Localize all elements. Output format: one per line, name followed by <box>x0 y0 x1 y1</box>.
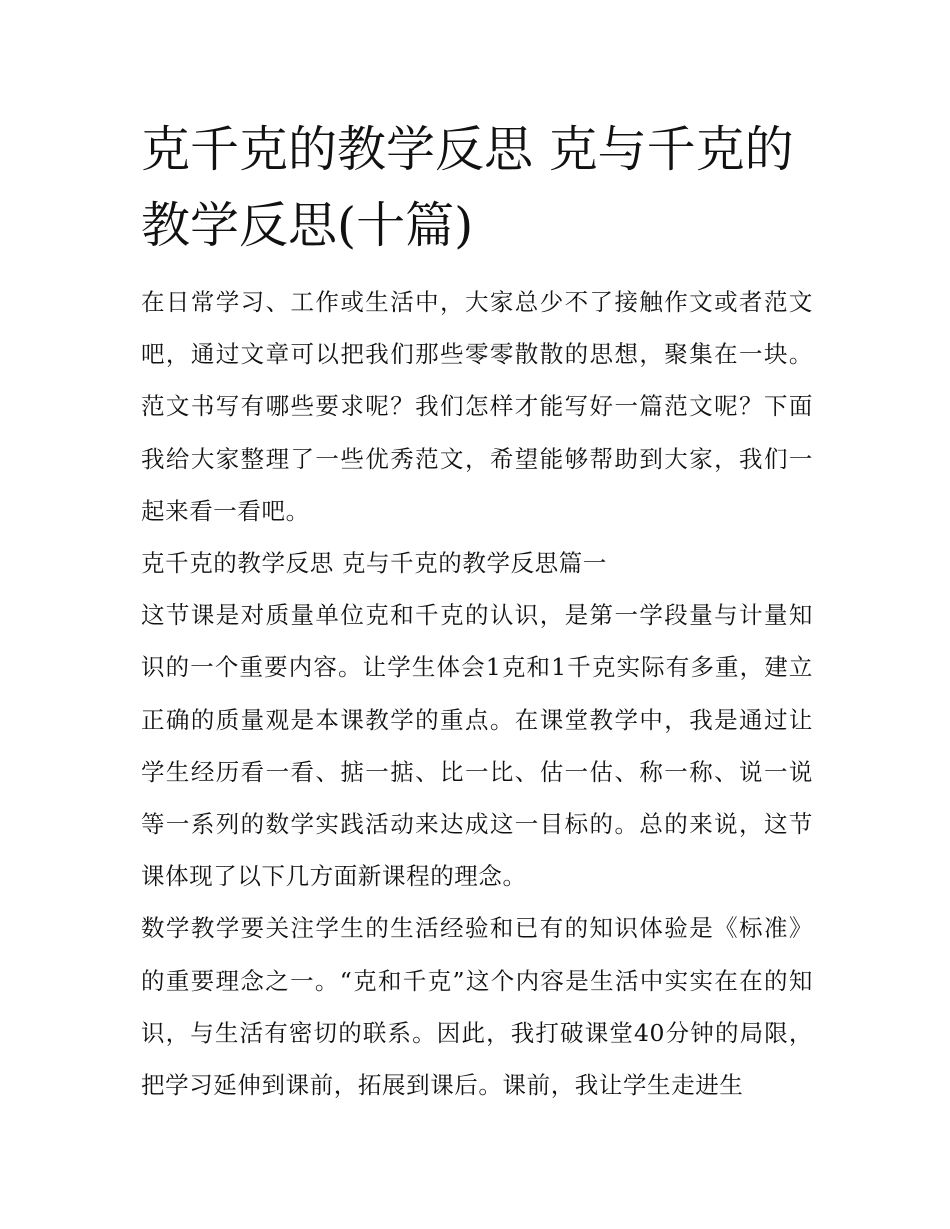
body-paragraph: 数学教学要关注学生的生活经验和已有的知识体验是《标准》的重要理念之一。“克和千克”这个内容是生活中实实在在的知识，与生活有密切的联系。因此，我打破课堂40分钟的局限，把学习延伸到课前，拓展到课后。课前，我让学生走进生 <box>141 914 813 1100</box>
document-body <box>141 276 813 1111</box>
document-content <box>141 112 813 1111</box>
intro-paragraph: 在日常学习、工作或生活中，大家总少不了接触作文或者范文吧，通过文章可以把我们那些零零散散的思想，聚集在一块。范文书写有哪些要求呢？我们怎样才能写好一篇范文呢？下面我给大家整理了一些优秀范文，希望能够帮助到大家，我们一起来看一看吧。 <box>141 288 813 525</box>
section-heading: 克千克的教学反思 克与千克的教学反思篇一 <box>141 549 607 578</box>
body-paragraph: 这节课是对质量单位克和千克的认识，是第一学段量与计量知识的一个重要内容。让学生体会1克和1千克实际有多重，建立正确的质量观是本课教学的重点。在课堂教学中，我是通过让学生经历看一看、掂一掂、比一比、估一估、称一称、说一说等一系列的数学实践活动来达成这一目标的。总的来说，这节课体现了以下几方面新课程的理念。 <box>141 601 813 891</box>
document-title: 克千克的教学反思 克与千克的教学反思(十篇) <box>141 121 794 254</box>
